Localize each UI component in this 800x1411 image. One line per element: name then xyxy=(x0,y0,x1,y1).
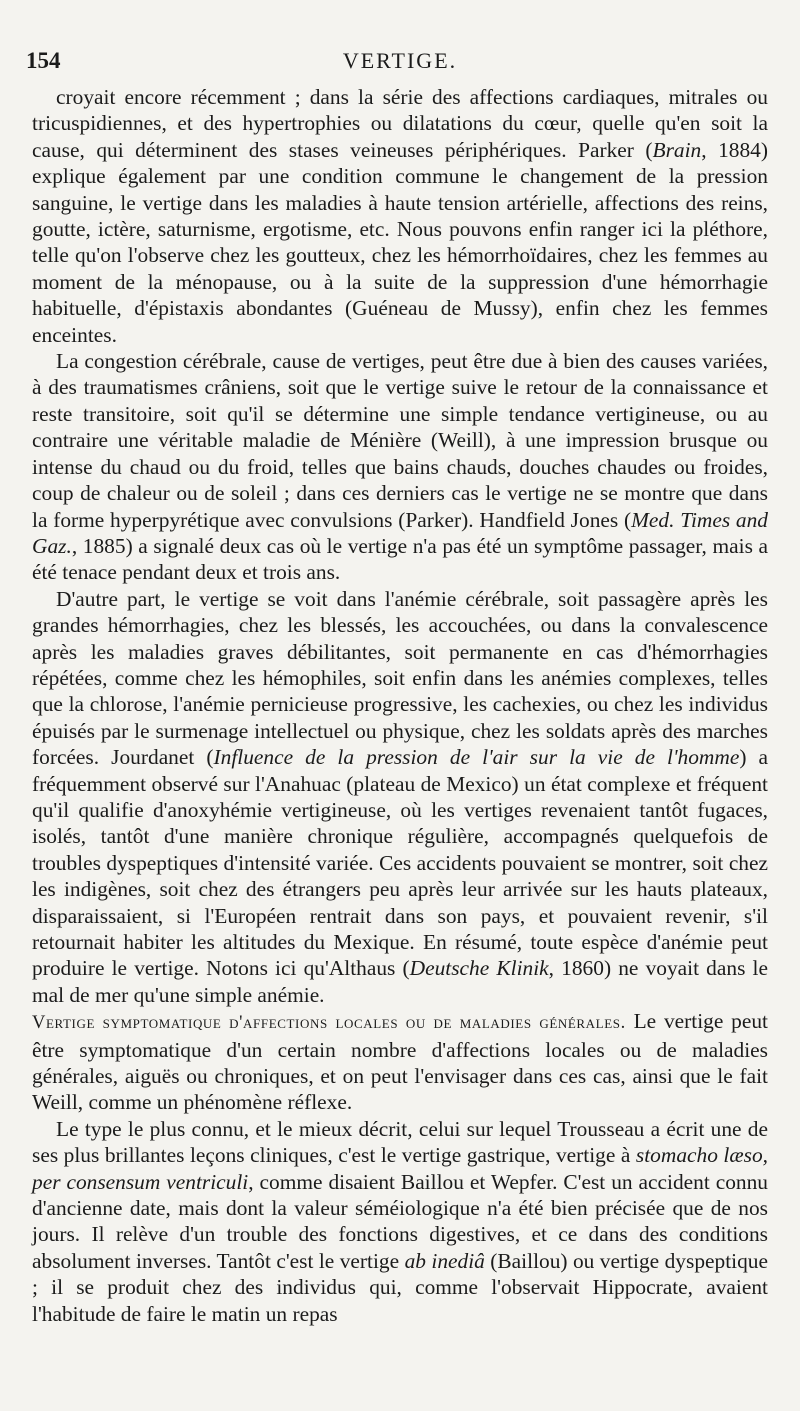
italic-text: Med. Times and Gaz. xyxy=(32,507,769,558)
text-run: Le vertige peut être symptomatique d'un certain nombre d'affections locales ou de maladies générales, aiguës ou chroniques, et on peut l'envisager dans ces cas, ainsi que le fait Weill, comme un phénomène réflexe. xyxy=(32,1009,768,1115)
italic-text: ab inediâ xyxy=(404,1248,485,1273)
paragraph xyxy=(32,84,768,348)
page-number: 154 xyxy=(26,48,61,73)
text-run: , 1885) a signalé deux cas où le vertige n'a pas été un symptôme passager, mais a été tenace pendant deux et trois ans. xyxy=(32,533,768,585)
section-heading: Vertige symptomatique d'affections locales ou de maladies générales. xyxy=(32,1013,626,1034)
text-run: , 1884) explique également par une condition commune le changement de la pression sanguine, le vertige dans les maladies à haute tension artérielle, affections des reins, goutte, ictère, saturnisme, ergotisme, etc. Nous pouvons enfin ranger ici la pléthore, telle qu'on l'observe chez les goutteux, chez les hémorrhoïdaires, chez les femmes au moment de la ménopause, ou à la suite de la suppression d'une hémorrhagie habituelle, d'épistaxis abondantes (Guéneau de Mussy), enfin chez les femmes enceintes. xyxy=(32,137,768,347)
text-run: D'autre part, le vertige se voit dans l'anémie cérébrale, soit passagère après les grandes hémorrhagies, chez les blessés, les accouchées, ou dans la convalescence après les maladies graves débilitantes, soit permanente en cas d'hémorrhagies répétées, comme chez les hémophiles, soit enfin dans les anémies complexes, telles que la chlorose, l'anémie pernicieuse progressive, les cachexies, ou chez les individus épuisés par le surmenage intellectuel ou physique, chez les soldats après des marches forcées. Jourdanet ( xyxy=(32,586,768,770)
text-run: croyait encore récemment ; dans la série des affections cardiaques, mitrales ou tricuspidiennes, et des hypertrophies ou dilatations du cœur, quelle qu'en soit la cause, qui déterminent des stases veineuses périphériques. Parker ( xyxy=(32,85,768,162)
text-run: (Baillou) ou vertige dyspeptique ; il se produit chez des individus qui, comme l'observait Hippocrate, avaient l'habitude de faire le matin un repas xyxy=(32,1248,768,1326)
paragraph xyxy=(32,1116,768,1327)
body-text xyxy=(32,84,768,1327)
italic-text: Brain xyxy=(652,137,702,162)
running-title: VERTIGE. xyxy=(342,48,458,73)
text-run: , comme disaient Baillou et Wepfer. C'est un accident connu d'ancienne date, mais dont la valeur séméiologique n'a été bien précisée que de nos jours. Il relève d'un trouble des fonctions digestives, et ce dans des conditions absolument inverses. Tantôt c'est le vertige xyxy=(32,1169,768,1273)
italic-text: Influence de la pression de l'air sur la vie de l'homme xyxy=(213,745,740,770)
paragraph xyxy=(32,1008,768,1116)
paragraph xyxy=(32,348,768,586)
page-header xyxy=(26,46,774,76)
italic-text: Deutsche Klinik xyxy=(409,956,549,981)
italic-text: stomacho læso, per consensum ventriculi xyxy=(32,1143,768,1194)
text-run: ) a fréquemment observé sur l'Anahuac (plateau de Mexico) un état complexe et fréquent qu'il qualifie d'anoxyhémie vertigineuse, où les vertiges revenaient tantôt fugaces, isolés, tantôt d'une manière chronique régulière, accompagnés quelquefois de troubles dyspeptiques d'intensité variée. Ces accidents pouvaient se montrer, soit chez les indigènes, soit chez des étrangers peu après leur arrivée sur les hauts plateaux, disparaissaient, si l'Européen rentrait dans son pays, et pouvaient revenir, s'il retournait habiter les altitudes du Mexique. En résumé, toute espèce d'anémie peut produire le vertige. Notons ici qu'Althaus ( xyxy=(32,745,769,981)
paragraph xyxy=(32,586,768,1009)
text-run: , 1860) ne voyait dans le mal de mer qu'une simple anémie. xyxy=(32,956,768,1007)
text-run: Le type le plus connu, et le mieux décrit, celui sur lequel Trousseau a écrit une de ses plus brillantes leçons cliniques, c'est le vertige gastrique, vertige à xyxy=(32,1116,768,1168)
text-run: La congestion cérébrale, cause de vertiges, peut être due à bien des causes variées, à des traumatismes crâniens, soit que le vertige suive le retour de la connaissance et reste transitoire, soit qu'il se détermine une simple tendance vertigineuse, ou au contraire une véritable maladie de Ménière (Weill), à une impression brusque ou intense du chaud ou du froid, telles que bains chauds, douches chaudes ou froides, coup de chaleur ou de soleil ; dans ces derniers cas le vertige ne se montre que dans la forme hyperpyrétique avec convulsions (Parker). Handfield Jones ( xyxy=(32,349,768,532)
